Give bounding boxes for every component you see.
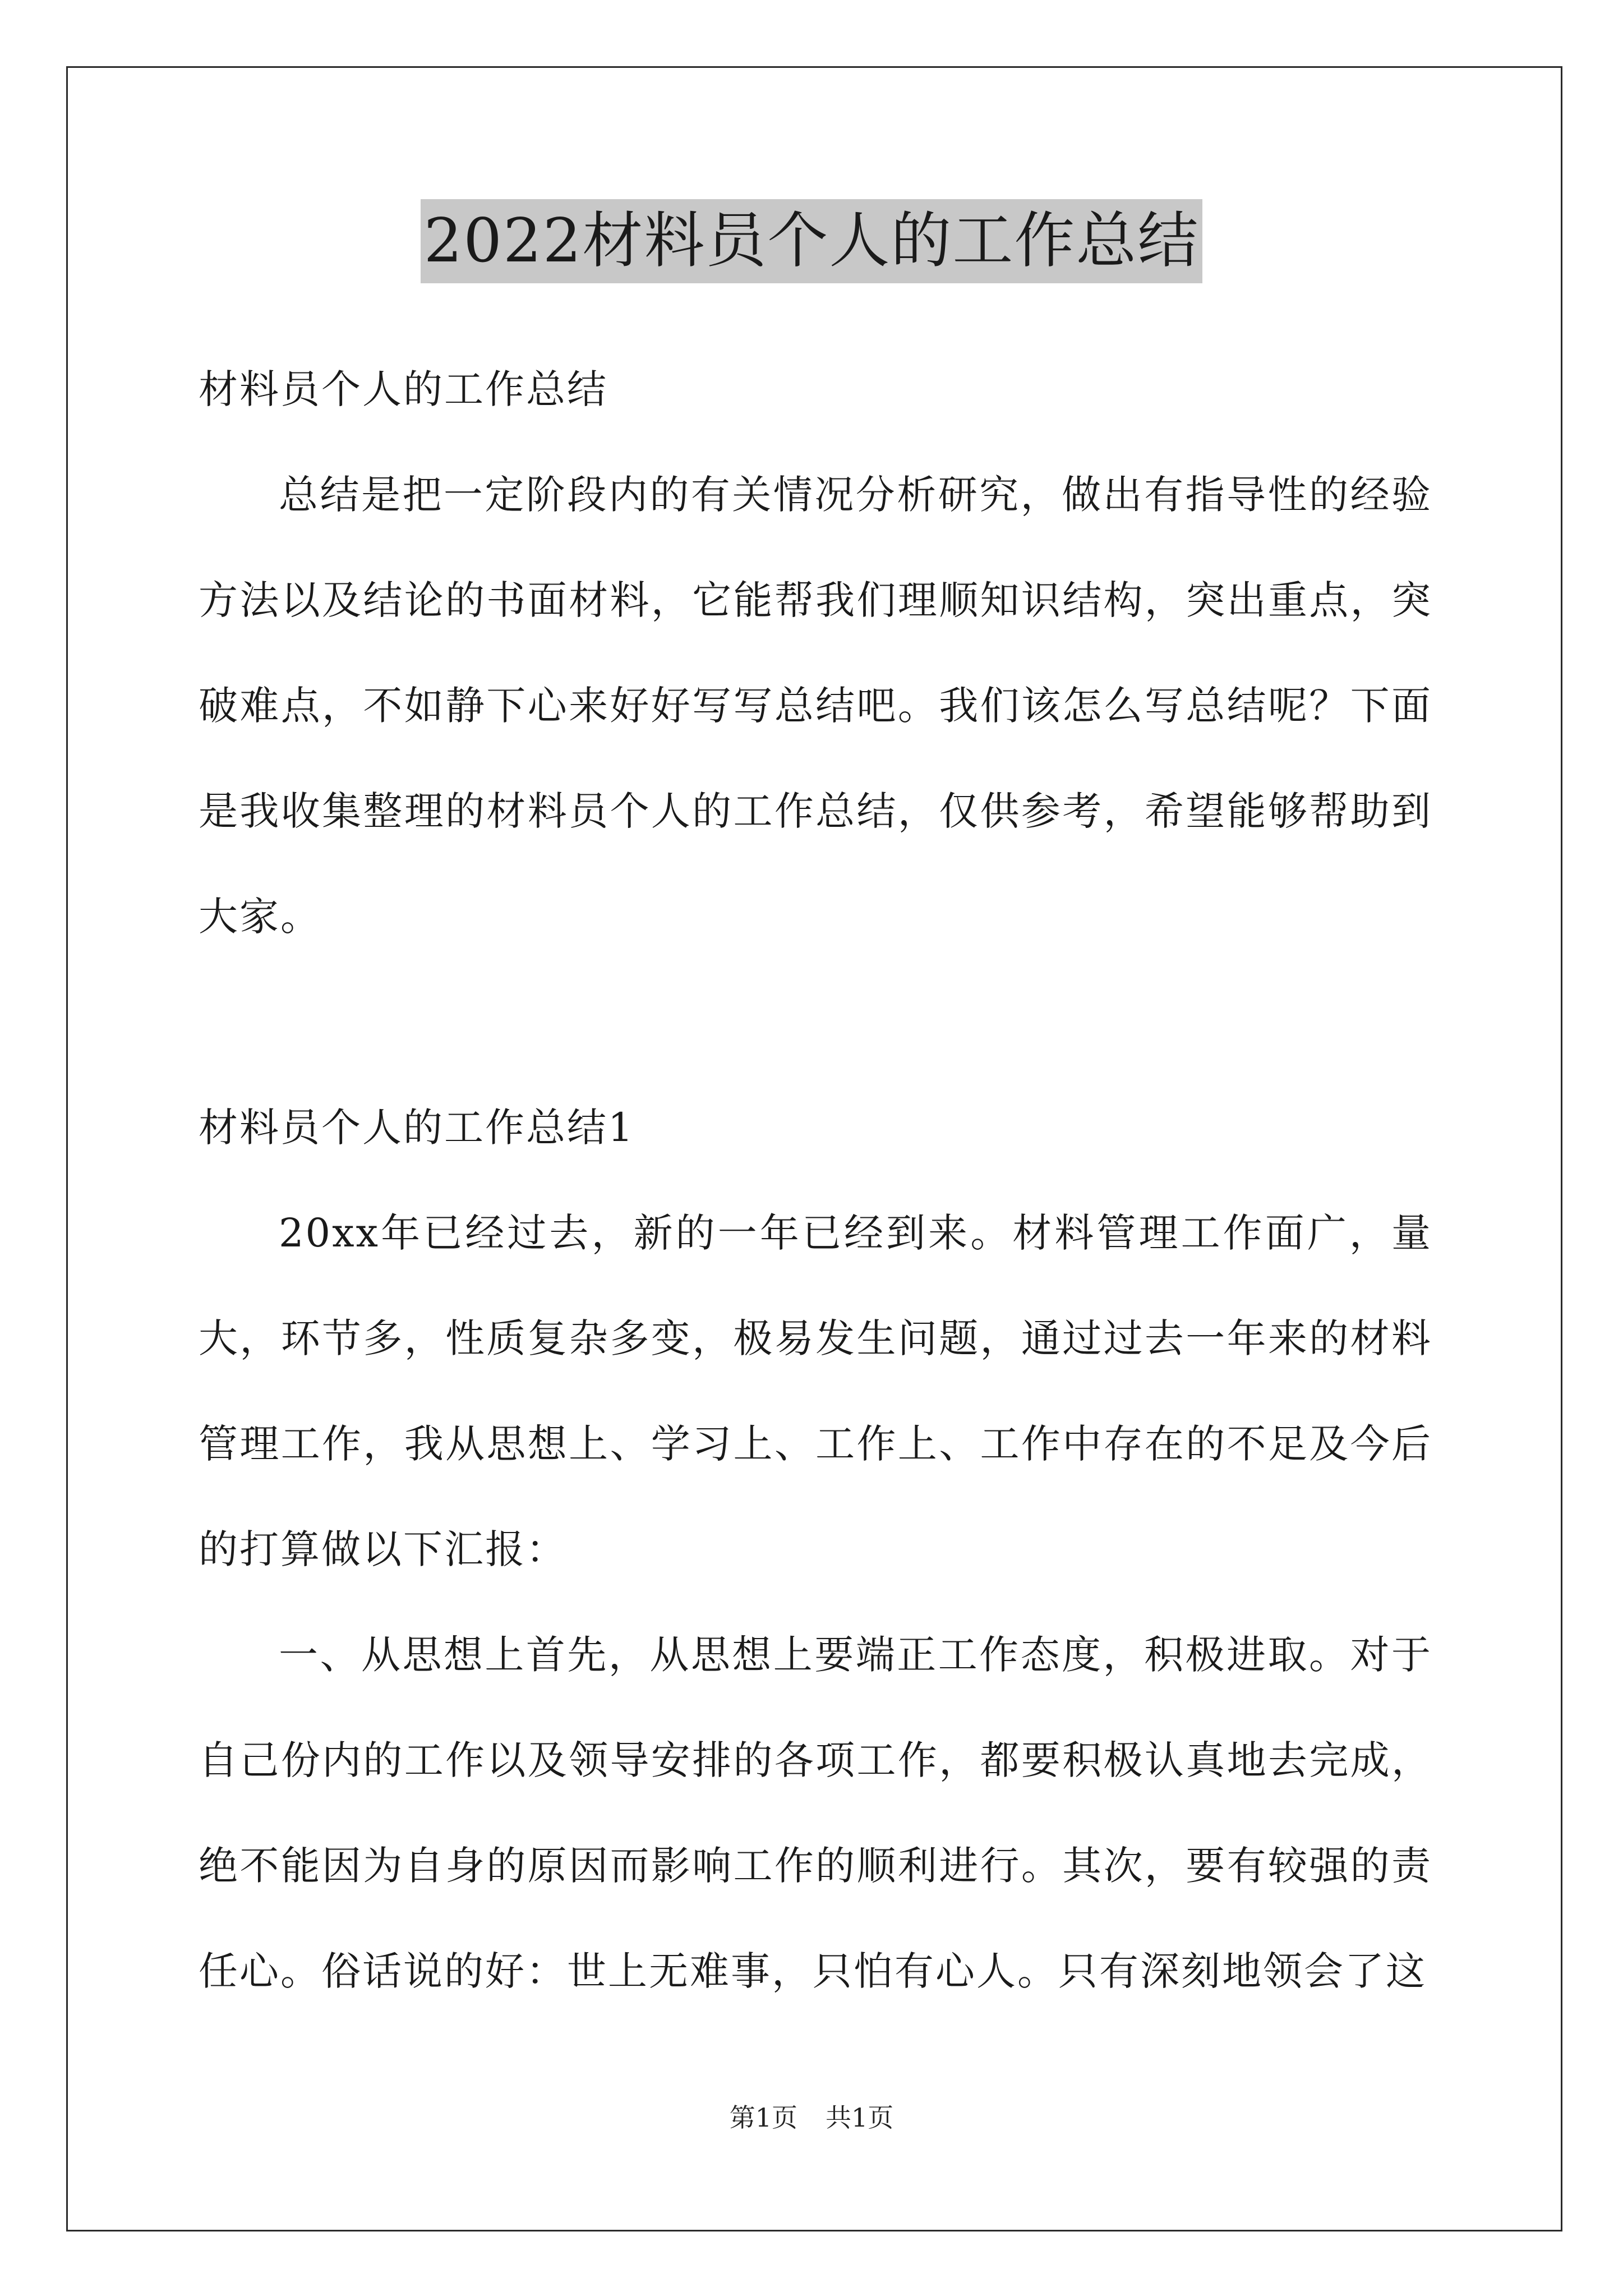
title-container: [0, 199, 1623, 283]
intro-heading: 材料员个人的工作总结: [199, 366, 608, 412]
page-number-total: 共1页: [826, 2102, 894, 2133]
page-footer: [0, 2101, 1623, 2134]
section-spacer: [199, 969, 1432, 1075]
section1-paragraph-1: 20xx年已经过去，新的一年已经到来。材料管理工作面广，量大，环节多，性质复杂多变，极易发生问题，通过过去一年来的材料管理工作，我从思想上、学习上、工作上、工作中存在的不足及今后的打算做以下汇报：: [199, 1210, 1432, 1572]
document-title: 2022材料员个人的工作总结: [421, 199, 1203, 283]
page-number-current: 第1页: [729, 2102, 797, 2133]
intro-paragraph: 总结是把一定阶段内的有关情况分析研究，做出有指导性的经验方法以及结论的书面材料，它能帮我们理顺知识结构，突出重点，突破难点，不如静下心来好好写写总结吧。我们该怎么写总结呢？下面是我收集整理的材料员个人的工作总结，仅供参考，希望能够帮助到大家。: [199, 472, 1432, 940]
section1-paragraph-2: 一、从思想上首先，从思想上要端正工作态度，积极进取。对于自己份内的工作以及领导安排的各项工作，都要积极认真地去完成，绝不能因为自身的原因而影响工作的顺利进行。其次，要有较强的责任心。俗话说的好：世上无难事，只怕有心人。只有深刻地领会了这: [199, 1632, 1432, 1994]
document-body: [199, 337, 1432, 2024]
section1-heading: 材料员个人的工作总结1: [199, 1105, 635, 1151]
